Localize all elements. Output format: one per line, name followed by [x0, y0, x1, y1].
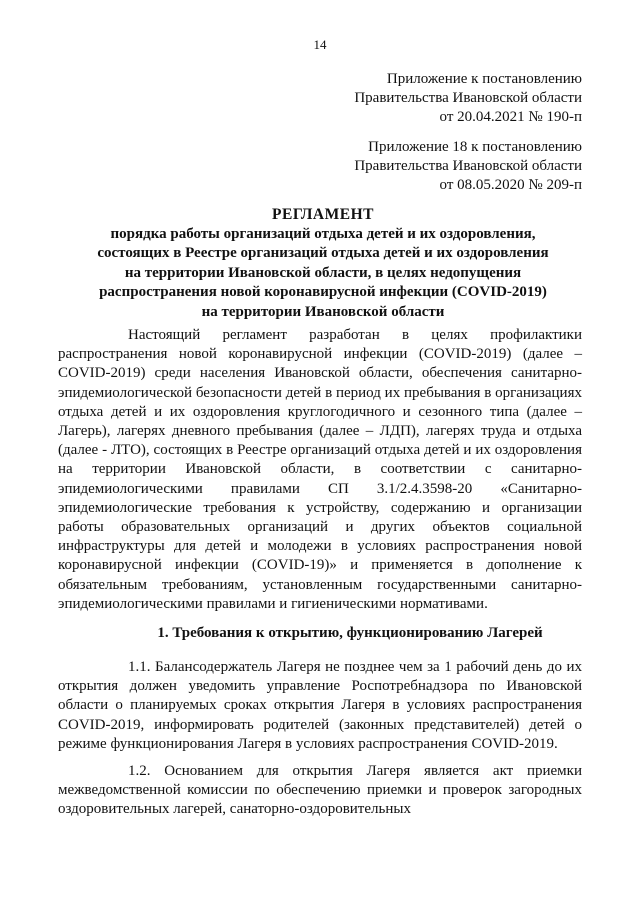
paragraph-1-1: 1.1. Балансодержатель Лагеря не позднее чем за 1 рабочий день до их открытия должен уведомить управление Роспотребнадзора по Ивановской области о планируемых сроках открытия Лагеря в условиях распространения COVID-2019, информировать родителей (законных представителей) детей о режиме функционирования Лагеря в условиях распространения COVID-2019. [58, 659, 582, 752]
subtitle-line: состоящих в Реестре организаций отдыха детей и их оздоровления [97, 245, 549, 261]
intro-paragraph: Настоящий регламент разработан в целях профилактики распространения новой коронавирусной инфекции (COVID-2019) (далее – COVID-2019) среди населения Ивановской области, обеспечения санитарно-эпидемиологической безопасности детей в период их пребывания в организациях отдыха детей и их оздоровления круглогодичного и сезонного типа (далее – Лагерь), лагерях дневного пребывания (далее – ЛДП), лагерях труда и отдыха (далее - ЛТО), состоящих в Реестре организаций отдыха детей и их оздоровления на территории Ивановской области, в соответствии с санитарно-эпидемиологическими правилами СП 3.1/2.4.3598-20 «Санитарно-эпидемиологические требования к устройству, содержанию и организации работы образовательных организаций и других объектов социальной инфраструктуры для детей и молодежи в условиях распространения новой коронавирусной инфекции (COVID-19)» и применяется в дополнение к обязательным требованиям, установленным государственными санитарно-эпидемиологическими правилами и гигиеническими нормативами. [58, 327, 582, 612]
section-heading: 1. Требования к открытию, функционированию Лагерей [157, 625, 543, 641]
document-title: РЕГЛАМЕНТ [272, 206, 374, 223]
page-number: 14 [313, 37, 327, 52]
subtitle-line: на территории Ивановской области [201, 303, 445, 320]
appendix-note-current [354, 70, 582, 127]
appendix-line: Приложение к постановлению [386, 71, 582, 87]
document-title-block [60, 205, 586, 322]
subtitle-line: порядка работы организаций отдыха детей и их оздоровления, [110, 225, 536, 242]
appendix-line: от 20.04.2021 № 190-п [439, 109, 582, 125]
subtitle-line: распространения новой коронавирусной инфекции (COVID-2019) [99, 284, 547, 300]
appendix-line: Правительства Ивановской области [354, 158, 582, 174]
appendix-line: Правительства Ивановской области [354, 90, 582, 106]
paragraph-1-2: 1.2. Основанием для открытия Лагеря является акт приемки межведомственной комиссии по обеспечению приемки и проверок загородных оздоровительных лагерей, санаторно-оздоровительных [58, 763, 582, 818]
subtitle-line: на территории Ивановской области, в целях недопущения [124, 264, 522, 281]
appendix-line: Приложение 18 к постановлению [368, 139, 582, 155]
appendix-note-original [354, 138, 582, 195]
appendix-line: от 08.05.2020 № 209-п [439, 177, 582, 193]
